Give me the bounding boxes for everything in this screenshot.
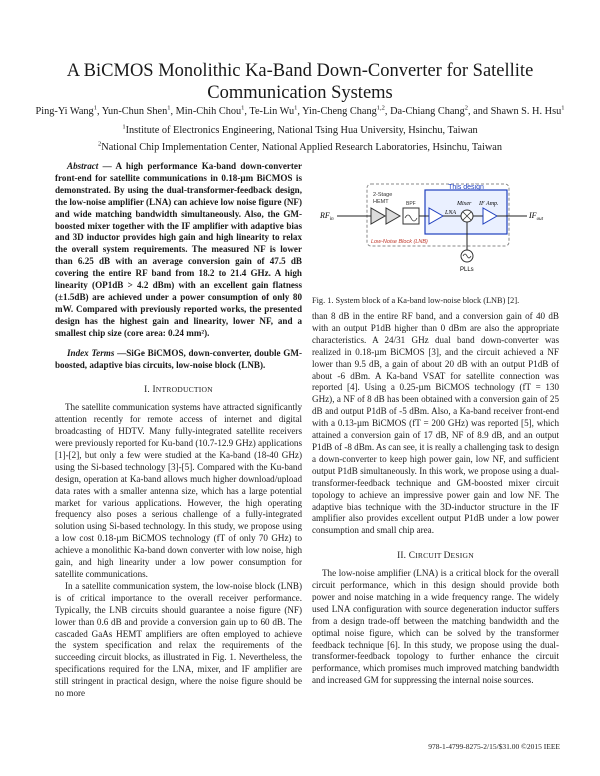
right-column xyxy=(312,311,559,687)
author-affiliation-mark: 1 xyxy=(294,104,298,112)
author-affiliation-mark: 2 xyxy=(464,104,468,112)
author-name: Min-Chih Chou xyxy=(175,106,242,117)
right-paragraph-1: than 8 dB in the entire RF band, and a conversion gain of 40 dB with an output P1dB higher than 0 dBm are also the appropriate characteristics. A 24/31 GHz dual band down-converter was realized in 0.18-µm BiCMOS [3], and the circuit achieved a NF lower than 9.5 dB, a gain of about 20 dB with an output P1dB of about -6 dBm. A Ka-band VSAT for satellite connection was reported [4]. Using a 0.25-µm BiCMOS technology (fT = 130 GHz), a NF of 8 dB has been obtained with a conversion gain of 25 dB and output P1dB of -5 dBm. Also, a Ka-band receiver front-end with a 0.13-µm BiCMOS (fT = 200 GHz) was reported [5], which attained a conversion gain of 17 dB, NF of 8.9 dB, and an output P1dB of -8 dBm. As can see, it is really a challenging task to design a down-converter to keep high power gain, low NF, and sufficient output P1dB simultaneously. In this work, we propose using a dual- transformer-feedback technique and GM-boosted mixer circuit topology to achieve an impressive power gain and low NF. The adaptive bias technique with the 3D-inductor structure in the IF amplifier also provides excellent output P1dB under a low power consumption and small chip area. xyxy=(312,311,560,536)
author-affiliation-mark: 1 xyxy=(167,104,171,112)
index-terms-text: —SiGe BiCMOS, down-converter, double GM-boosted, adaptive bias circuits, low-noise block (LNB). xyxy=(55,347,302,370)
author-name: and Shawn S. H. Hsu xyxy=(473,106,562,117)
index-terms-lead: Index Terms xyxy=(67,347,115,358)
author-list: Ping-Yi Wang$^1$, Yun-Chun Shen$^1$, Min-Chih Chou$^1$, Te-Lin Wu$^1$, Yin-Cheng Chang$^{1,2}$, Da-Chiang Chang$^2$, and Shawn S. H. Hsu$^1$ xyxy=(35,104,565,117)
figure-1-block-diagram xyxy=(315,172,560,290)
author-name: Yun-Chun Shen xyxy=(101,106,168,117)
title-line-1: A BiCMOS Monolithic Ka-Band Down-Converter for Satellite xyxy=(66,61,534,81)
circuit-paragraph-1: The low-noise amplifier (LNA) is a critical block for the overall circuit performance, which in this design should provide both power and noise matching in a wide frequency range. The widely used LNA configuration with source degeneration inductor suffers from a design trade-off between the matching bandwidth and the optimal noise figure, which can be solved by the transformer feedback technique [6]. In this study, we propose using the dual-transformer-feedback topology to further enhance the circuit performance, which promises much improved matching bandwidth and increased GM for suppressing the internal noise sources. xyxy=(312,568,559,686)
bpf-label: BPF xyxy=(406,201,416,207)
affiliation-2 xyxy=(20,142,580,153)
abstract xyxy=(55,161,302,340)
abstract-dash: — xyxy=(98,161,116,171)
hemt-label: HEMT xyxy=(373,199,389,205)
figure-1-caption: Fig. 1. System block of a Ka-band low-noise block (LNB) [2]. xyxy=(312,296,520,305)
author-affiliation-mark: 1 xyxy=(93,104,97,112)
this-design-label: This design xyxy=(448,184,484,191)
lna-label: LNA xyxy=(445,210,457,216)
title-line-2: Communication Systems xyxy=(207,83,393,103)
abstract-lead: Abstract xyxy=(67,161,99,171)
if-amp-label: IF Amp. xyxy=(479,201,499,207)
author-affiliation-mark: 1 xyxy=(561,104,565,112)
affiliation-2-mark: 2 xyxy=(98,140,102,148)
affiliation-1-mark: 1 xyxy=(122,123,126,131)
stage-label: 2-Stage xyxy=(373,192,393,198)
copyright-footer: 978-1-4799-8275-2/15/$31.00 ©2015 IEEE xyxy=(428,742,560,751)
author-name: Te-Lin Wu xyxy=(249,106,295,117)
intro-paragraph-2: In a satellite communication system, the low-noise block (LNB) is of critical importance to the overall receiver performance. Typically, the LNB circuits should guarantee a noise figure (NF) lower than 0.6 dB and provide a conversion gain up to 60 dB. The cascaded GaAs HEMT amplifiers are often employed to achieve the system specification and relax the requirements of the succeeding circuit blocks, as illustrated in Fig. 1. Nevertheless, the specifications required for the LNA, mixer, and IF amplifier are still stringent in practical design, where the noise figure should be no more xyxy=(55,580,302,699)
author-affiliation-mark: 1,2 xyxy=(376,104,385,112)
affiliation-2-text: National Chip Implementation Center, National Applied Research Laboratories, Hsinchu, Taiwan xyxy=(101,142,502,153)
left-column xyxy=(55,161,302,700)
paper-title xyxy=(40,60,560,104)
abstract-text: A high performance Ka-band down-converter front-end for satellite communications in 0.18-µm BiCMOS is demonstrated. By using the dual-transformer-feedback design, the low-noise amplifier (LNA) can achieve low noise figure (NF) and wide matching bandwidth simultaneously. Also, the GM-boosted mixer together with the IF amplifier with adaptive bias and 3D inductor provides high gain and high linearity to relax the overall system requirements. The measured NF is lower than 6.25 dB with an average conversion gain of 47.5 dB covering the entire RF band from 18.2 to 21.4 GHz. A high linearity (OP1dB > 4.2 dBm) with an excellent gain flatness (±1.5dB) are achieved under a power consumption of only 80 mW. Compared with previously reported works, the presented design has the highest gain and linearity, lower NF, and a smallest chip size (core area: 0.24 mm²). xyxy=(55,161,303,338)
affiliation-1-text: Institute of Electronics Engineering, National Tsing Hua University, Hsinchu, Taiwan xyxy=(125,125,478,136)
author-name: Da-Chiang Chang xyxy=(390,106,465,117)
index-terms xyxy=(55,348,302,372)
if-out-label: $IF_{out}$ xyxy=(529,211,543,222)
intro-paragraph-1: The satellite communication systems have attracted significantly attention recently for remote access of internet and digital broadcasting of HDTV. Many fully-integrated satellite receivers were previously reported for Ku-band (10.7-12.9 GHz) applications [1]-[2], but only a few were studied at the Ka-band (18-40 GHz) using the Si-based technology [3]-[5]. Compared with the Ku-band design, operation at Ka-band allows much higher download/upload data rates with a smaller antenna size, which has a large potential market for various applications. However, the high operating frequency also poses a serious challenge of a fully-integrated solution using Si-based technology. In this study, we propose using a low cost 0.18-µm BiCMOS technology (fT of only 70 GHz) to achieve a monolithic Ka-band down converter with low noise, high gain, and high linearity under a low power consumption for satellite communications. xyxy=(55,402,302,579)
pll-label: PLLs xyxy=(460,267,474,273)
mixer-label: Mixer xyxy=(457,201,472,207)
affiliation-1 xyxy=(20,125,580,136)
author-affiliation-mark: 1 xyxy=(241,104,245,112)
rf-in-label: $RF_{in}$ xyxy=(320,211,334,222)
section-heading-circuit: II. CIRCUIT DESIGN xyxy=(397,551,474,562)
section-heading-intro: I. INTRODUCTION xyxy=(144,385,213,396)
author-name: Ping-Yi Wang xyxy=(35,106,94,117)
lnb-label: Low-Noise Block (LNB) xyxy=(371,239,428,245)
author-name: Yin-Cheng Chang xyxy=(302,106,377,117)
bpf-block xyxy=(403,208,419,224)
